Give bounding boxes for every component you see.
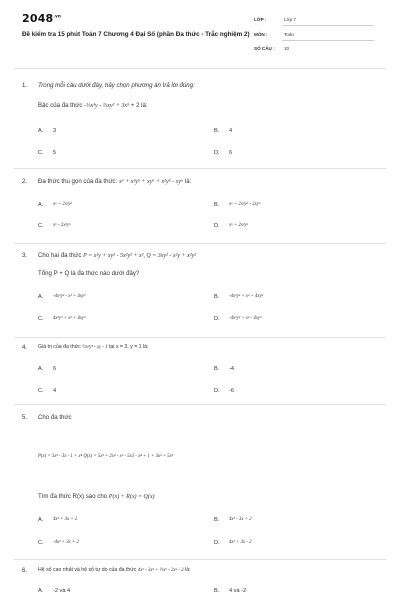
prompt-text: Bậc của đa thức <box>38 102 85 109</box>
divider <box>14 68 386 69</box>
question-subprompt <box>38 493 155 500</box>
prompt-math: P = x²y + xy² - 5x²y² + x³, Q = 3xy² - x²y + x²y² <box>83 253 197 259</box>
prompt-text: Giá trị của đa thức <box>38 344 83 350</box>
option-value: -4x²y² + x³ - 4xy² <box>229 316 262 321</box>
option-label: C. <box>38 540 44 546</box>
option-label: B. <box>214 202 220 208</box>
prompt-math: ½x²y² - xy - 1 <box>82 345 108 350</box>
option-value: 4x² - 3x + 2 <box>229 517 252 522</box>
question-number: 2. <box>22 178 28 185</box>
option-label: C. <box>38 223 44 229</box>
prompt-math: x⁶ + x²y⁵ + xy⁶ + x²y⁵ - xy⁶ <box>119 179 184 185</box>
option-value: x⁶ - 2x²y⁵ <box>53 223 71 228</box>
option-label: D. <box>214 540 220 546</box>
meta-class <box>254 14 374 27</box>
option-label: B. <box>214 517 220 523</box>
question-prompt: Cho đa thức <box>38 414 72 421</box>
option-value: 3 <box>53 128 57 134</box>
option-label: C. <box>38 150 44 156</box>
question-number: 6. <box>22 567 28 574</box>
option-value: x⁶ + 2x²y⁵ <box>229 223 249 228</box>
meta-subject <box>254 29 374 42</box>
prompt-text: Hệ số cao nhất và hệ số tự do của đa thức <box>38 567 138 573</box>
option-value: 4x²y² + x³ + 4xy² <box>53 316 86 321</box>
question-number: 5. <box>22 414 28 421</box>
option-value: x⁶ + 2x²y⁵ - 2xy⁶ <box>229 202 261 207</box>
option-label: B. <box>214 294 220 300</box>
option-value: 6 <box>53 366 57 372</box>
option-label: B. <box>214 366 220 372</box>
option-value: -4x²y² - x³ + 4xy² <box>53 294 86 299</box>
meta-underline <box>282 25 374 26</box>
meta-label: LỚP : <box>254 17 267 22</box>
option-label: A. <box>38 294 44 300</box>
divider <box>14 243 386 244</box>
question-prompt <box>38 252 196 259</box>
option-value: x⁶ + 2x²y⁵ <box>53 202 73 207</box>
option-value: 6 <box>229 150 233 156</box>
page-title: Đề kiểm tra 15 phút Toán 7 Chương 4 Đại Số (phần Đa thức - Trắc nghiệm 2) <box>22 31 250 38</box>
meta-value: 10 <box>284 46 290 51</box>
option-label: C. <box>38 316 44 322</box>
question-prompt <box>38 178 191 185</box>
meta-value: Lớp 7 <box>284 17 296 22</box>
meta-label: SỐ CÂU : <box>254 46 275 51</box>
option-value: 5 <box>53 150 57 156</box>
prompt-text-end: tại x = 3, y = 1 là: <box>107 344 149 350</box>
option-value: 4 <box>53 388 57 394</box>
prompt-math: P(x) + R(x) = Q(x) <box>108 494 155 500</box>
prompt-text: Cho hai đa thức <box>38 252 84 259</box>
option-value: -4x²y² + x³ + 4xy² <box>229 294 264 299</box>
option-label: A. <box>38 202 44 208</box>
meta-label: MÔN : <box>254 32 268 37</box>
option-label: A. <box>38 517 44 523</box>
site-logo[interactable] <box>22 12 61 25</box>
question-number: 3. <box>22 252 28 259</box>
option-label: C. <box>38 388 44 394</box>
option-value: 4x² + 3x + 2 <box>53 517 78 522</box>
option-label: D. <box>214 223 220 229</box>
option-value: 4x² + 3x - 2 <box>229 540 252 545</box>
divider <box>14 337 386 338</box>
question-prompt <box>38 102 148 109</box>
option-value: -4x² + 3x + 2 <box>53 540 79 545</box>
page-header <box>0 0 400 62</box>
prompt-text: Tìm đa thức R(x) sao cho <box>38 493 109 500</box>
prompt-text-end: + 2 là: <box>129 102 148 109</box>
divider <box>14 168 386 169</box>
question-prompt <box>38 567 191 573</box>
option-label: B. <box>214 588 220 594</box>
option-label: D. <box>214 388 220 394</box>
meta-value: Toán <box>284 32 294 37</box>
option-label: A. <box>38 366 44 372</box>
prompt-math: -⅓x³y - ⅔xy² + 3x⁵ <box>84 103 130 109</box>
question-number: 4. <box>22 344 28 351</box>
option-value: 4 và -2 <box>229 588 247 594</box>
option-value: -6 <box>229 388 234 394</box>
option-value: -2 và 4 <box>53 588 71 594</box>
option-label: B. <box>214 128 220 134</box>
option-label: A. <box>38 588 44 594</box>
question-subprompt: Tổng P + Q là đa thức nào dưới đây? <box>38 270 140 277</box>
question-instruction: Trong mỗi câu dưới đây, hãy chọn phương án trả lời đúng: <box>38 82 195 89</box>
option-label: D. <box>214 150 220 156</box>
option-label: D. <box>214 316 220 322</box>
meta-underline <box>282 40 374 41</box>
logo-text: 2048 <box>22 12 54 25</box>
prompt-text-end: là: <box>183 178 192 185</box>
option-value: -4 <box>229 366 234 372</box>
prompt-text: Đa thức thu gọn của đa thức: <box>38 178 119 185</box>
question-prompt <box>38 344 148 350</box>
divider <box>14 404 386 405</box>
question-math-line: P(x) = 3x² - 3x - 1 + x⁴ Q(x) = 5x³ + 2x⁴ - x² - 5x3 - x⁴ + 1 + 3x² + 5x² <box>38 454 174 459</box>
logo-suffix: .vn <box>53 13 61 19</box>
divider <box>14 559 386 560</box>
option-label: A. <box>38 128 44 134</box>
meta-question-count <box>254 43 374 56</box>
option-value: 4 <box>229 128 233 134</box>
question-number: 1. <box>22 82 28 89</box>
prompt-text-end: là: <box>183 567 191 573</box>
prompt-math: 4x⁵ - 3x² + ⅔x⁵ - 2x⁵ - 2 <box>137 568 184 573</box>
